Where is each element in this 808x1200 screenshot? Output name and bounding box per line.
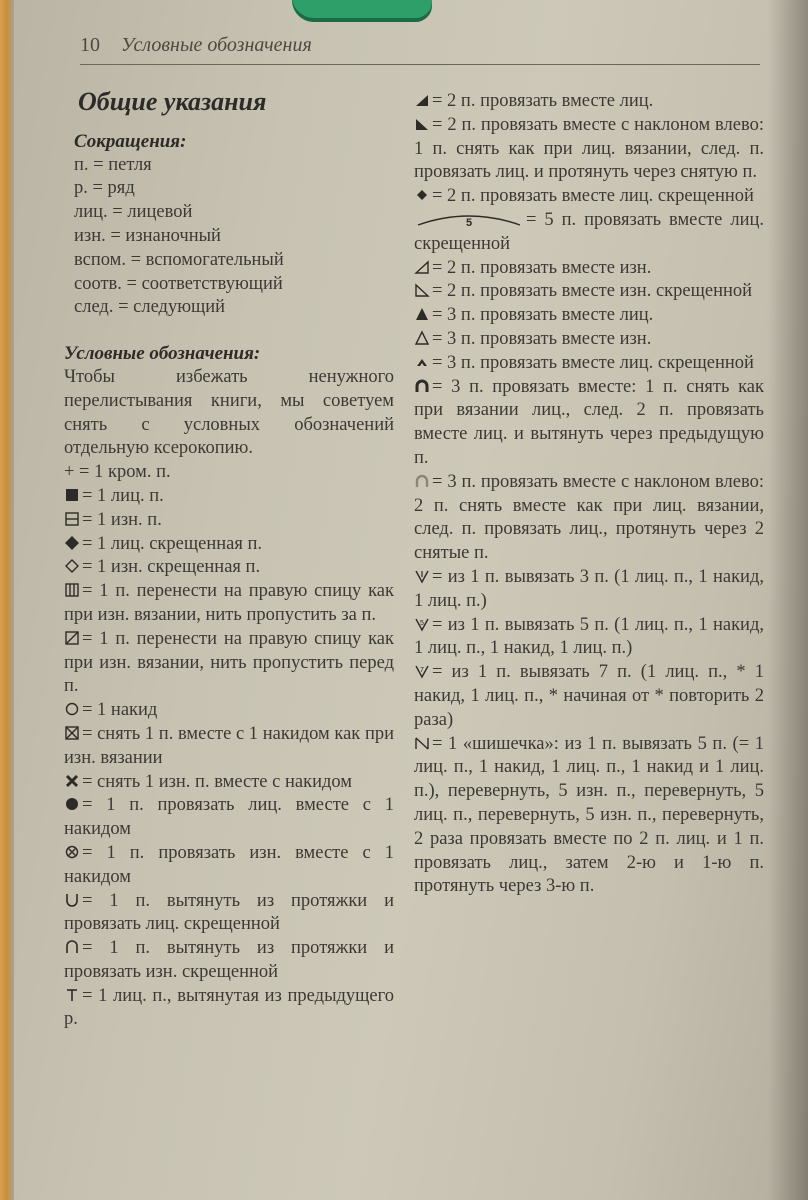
legend-item: + = 1 кром. п. <box>64 462 171 483</box>
triangle-right-outline-icon <box>414 259 430 275</box>
bold-x-icon <box>64 773 80 789</box>
arc-5-icon <box>414 211 524 227</box>
triangle-right-filled-icon <box>414 92 430 108</box>
filled-diamond-icon <box>64 535 80 551</box>
bobble-icon <box>414 735 430 751</box>
v-5-icon <box>414 616 430 632</box>
section-title: Общие указания <box>78 87 267 116</box>
cup-icon <box>64 892 80 908</box>
header-title: Условные обозначения <box>121 34 312 56</box>
light-arch-icon <box>414 473 430 489</box>
triangle-left-outline-icon <box>414 282 430 298</box>
legend-item: = 1 п. провязать лиц. вместе с 1 накидом <box>64 795 394 840</box>
page-edge <box>0 0 14 1200</box>
legend-item: = 2 п. провязать вместе с наклоном влево: 1 п. снять как при лиц. вязании, след. п. провязать лиц. и протянуть через снятую п. <box>414 114 764 183</box>
legend-item: = 1 «шишечка»: из 1 п. вывязать 5 п. (= 1 лиц. п., 1 накид, 1 лиц. п., 1 накид и 1 лиц. п.), перевернуть, 5 изн. п., перевернуть, 5 лиц. п., перевернуть, 5 изн. п., перевернуть, 2 раза провязать вместе по 2 п. лиц. и 1 п. провязать лиц., затем 2-ю и 1-ю п. протянуть через 3-ю п. <box>414 733 764 897</box>
header-divider <box>80 64 760 65</box>
legend-item: = 1 изн. п. <box>64 509 394 533</box>
t-icon <box>64 987 80 1003</box>
v-3-icon <box>414 568 430 584</box>
legend-item: = 3 п. провязать вместе с наклоном влево: 2 п. снять вместе как при лиц. вязании, след. п. провязать лиц., протянуть через 2 снятые п. <box>414 471 764 564</box>
abbreviations-list <box>74 154 394 321</box>
abbreviation-item: соотв. = соответствующий <box>74 273 283 294</box>
legend-item: = 1 лиц. п. <box>64 485 394 509</box>
abbreviations-heading: Сокращения: <box>74 130 187 152</box>
square-bars-icon <box>64 582 80 598</box>
filled-square-icon <box>64 487 80 503</box>
page-number: 10 <box>80 34 100 56</box>
running-header <box>80 34 760 64</box>
legend-item: = 1 лиц. скрещенная п. <box>64 533 394 557</box>
legend-item: = 3 п. провязать вместе: 1 п. снять как при вязании лиц., след. 2 п. провязать вместе лиц. и вытянуть через предыдущую п. <box>414 376 764 468</box>
legend-item: = 1 п. вытянуть из протяжки и провязать изн. скрещенной <box>64 938 394 982</box>
bold-arch-icon <box>414 378 430 394</box>
svg-text:5: 5 <box>420 619 424 627</box>
legend-item: = 3 п. провязать вместе лиц. скрещенной <box>414 352 764 376</box>
legend-item: 5 = 5 п. провязать вместе лиц. скрещенной <box>414 209 764 254</box>
legend-item: 5 = из 1 п. вывязать 5 п. (1 лиц. п., 1 накид, 1 лиц. п., 1 накид, 1 лиц. п.) <box>414 614 764 659</box>
legend-item: = снять 1 изн. п. вместе с накидом <box>64 771 394 795</box>
square-cross-icon <box>64 725 80 741</box>
circle-icon <box>64 701 80 717</box>
legend-item: 7 = из 1 п. вывязать 7 п. (1 лиц. п., * 1 накид, 1 лиц. п., * начиная от * повторить 2 раза) <box>414 662 764 730</box>
abbreviation-item: р. = ряд <box>74 178 135 199</box>
filled-circle-icon <box>64 796 80 812</box>
intro-paragraph: Чтобы избежать ненужного перелистывания книги, мы советуем снять с условных обозначений отдельную ксерокопию. <box>64 366 394 459</box>
abbreviation-item: лиц. = лицевой <box>74 202 193 223</box>
legend-item: = 2 п. провязать вместе лиц. скрещенной <box>414 185 764 209</box>
square-slash-icon <box>64 630 80 646</box>
legend-item: = 1 изн. скрещенная п. <box>64 556 394 580</box>
abbreviation-item: вспом. = вспомогательный <box>74 249 284 270</box>
legend-item: = 1 лиц. п., вытянутая из предыдущего р. <box>64 985 394 1030</box>
decorative-green-shape <box>292 0 432 22</box>
legend-item: = из 1 п. вывязать 3 п. (1 лиц. п., 1 накид, 1 лиц. п.) <box>414 566 764 611</box>
abbreviation-item: п. = петля <box>74 154 152 175</box>
legend-item: = 1 п. перенести на правую спицу как при изн. вязании, нить пропустить перед п. <box>64 628 394 697</box>
abbreviation-item: изн. = изнаночный <box>74 225 221 246</box>
arch-icon <box>64 939 80 955</box>
legend-item: = 2 п. провязать вместе изн. <box>414 257 764 281</box>
filled-diamond-small-icon <box>414 187 430 203</box>
square-line-icon <box>64 511 80 527</box>
legend-item: = 3 п. провязать вместе лиц. <box>414 304 764 328</box>
triangle-outline-icon <box>414 330 430 346</box>
legend-item: = 1 п. перенести на правую спицу как при изн. вязании, нить пропустить за п. <box>64 581 394 625</box>
legend-item: = 2 п. провязать вместе изн. скрещенной <box>414 280 764 304</box>
caret-filled-icon <box>414 354 430 370</box>
outline-diamond-icon <box>64 558 80 574</box>
legend-item: = 1 п. вытянуть из протяжки и провязать лиц. скрещенной <box>64 890 394 935</box>
triangle-left-filled-icon <box>414 116 430 132</box>
symbols-heading: Условные обозначения: <box>64 343 261 365</box>
legend-item: = 1 п. провязать изн. вместе с 1 накидом <box>64 842 394 887</box>
abbreviation-item: след. = следующий <box>74 297 226 318</box>
triangle-filled-icon <box>414 306 430 322</box>
left-column <box>64 87 394 1032</box>
right-column <box>414 90 764 899</box>
legend-item: = 3 п. провязать вместе изн. <box>414 328 764 352</box>
page-shadow <box>768 0 808 1200</box>
v-7-icon <box>414 663 430 679</box>
legend-item: = 2 п. провязать вместе лиц. <box>414 90 764 114</box>
svg-text:5: 5 <box>465 216 473 227</box>
legend-item: = снять 1 п. вместе с 1 накидом как при изн. вязании <box>64 723 394 768</box>
circle-cross-icon <box>64 844 80 860</box>
legend-item: = 1 накид <box>64 699 394 723</box>
svg-text:7: 7 <box>420 667 424 675</box>
